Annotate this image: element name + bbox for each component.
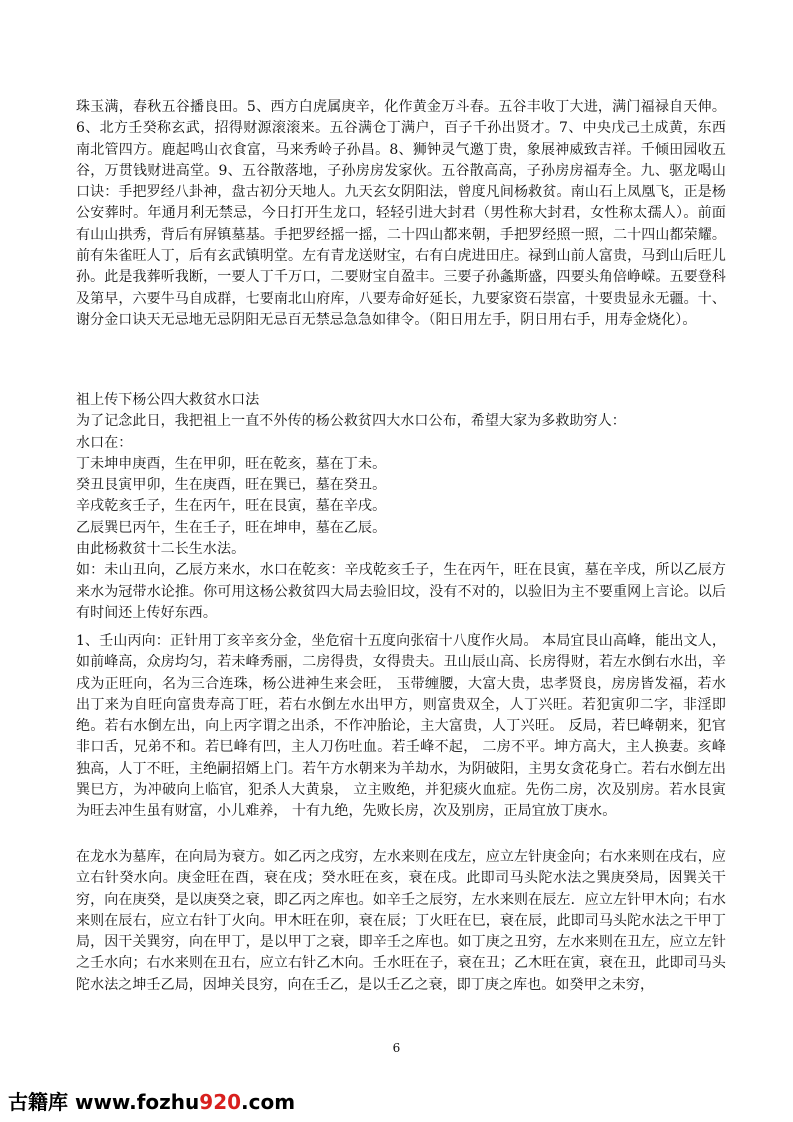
section-intro: 为了记念此日，我把祖上一直不外传的杨公救贫四大水口公布，希望大家为多救助穷人： [76,413,626,430]
water-label: 水口在： [76,434,133,451]
watermark-url-suffix: .com [241,1090,296,1114]
water-rule: 癸丑艮寅甲卯，生在庚酉，旺在巽已，墓在癸丑。 [76,477,387,494]
water-rule: 丁未坤申庚酉，生在甲卯，旺在乾亥，墓在丁未。 [76,455,387,472]
water-example: 如：未山丑向，乙辰方来水，水口在乾亥：辛戌乾亥壬子，生在丙午，旺在艮寅，墓在辛戌，所以乙辰方来水为冠带水论推。你可用这杨公救贫四大局去验旧坟，没有不对的，以验旧为主不要重网上言论。以后有时间还上传好东西。 [76,562,726,621]
watermark-brand: 古籍库 [8,1090,68,1114]
watermark-url-prefix: www.fozhu [74,1090,200,1114]
case-section-1 [76,631,726,823]
intro-section [76,97,726,331]
water-summary: 由此杨救贫十二长生水法。 [76,541,246,558]
page-number: 6 [392,1041,401,1055]
water-method-section [76,390,726,624]
site-watermark [8,1086,295,1115]
water-rule: 乙辰巽巳丙午，生在壬子，旺在坤申，墓在乙辰。 [76,519,387,536]
intro-paragraph: 珠玉满，春秋五谷播良田。5、西方白虎属庚辛，化作黄金万斗春。五谷丰收丁大进，满门福禄自天伸。6、北方壬癸称玄武，招得财源滚滚来。五谷满仓丁满户，百子千孙出贤才。7、中央戊己土成黄，东西南北管四方。鹿起鸣山衣食富，马来秀岭子孙昌。8、狮钟灵气邀丁贵，象展神威致吉祥。千倾田园收五谷，万贯钱财进高堂。9、五谷散落地，子孙房房发家伙。五谷散高高，子孙房房福寿全。九、驱龙喝山口诀：手把罗经八卦神，盘古初分天地人。九天玄女阴阳法，曾度凡间杨救贫。南山石上凤凰飞，正是杨公安葬时。年通月利无禁忌，今日打开生龙口，轻轻引进大封君（男性称大封君，女性称太孺人）。前面有山山拱秀，背后有屏镇墓基。手把罗经摇一摇，二十四山都来朝，手把罗经照一照，二十四山都荣耀。前有朱雀旺人丁，后有玄武镇明堂。左有青龙送财宝，右有白虎进田庄。禄到山前人富贵，马到山后旺儿孙。此是我葬听我断，一要人丁千万口，二要财宝自盈丰。三要子孙螽斯盛，四要头角倍峥嵘。五要登科及第早，六要牛马自成群，七要南北山府库，八要寿命好延长，九要家资石崇富，十要贵显永无疆。十、谢分金口诀天无忌地无忌阴阳无忌百无禁忌急急如律令。（阳日用左手，阴日用右手，用寿金烧化）。 [76,99,726,328]
watermark-url-digits: 920 [199,1090,242,1114]
water-rule: 辛戌乾亥壬子，生在丙午，旺在艮寅，墓在辛戌。 [76,498,387,515]
case-paragraph: 1、壬山丙向：正针用丁亥辛亥分金，坐危宿十五度向张宿十八度作火局。 本局宜艮山高峰，能出文人，如前峰高，众房均匀，若未峰秀丽，二房得贵，女得贵夫。丑山辰山高、长房得财，若左水倒右水出，辛戌为正旺向，名为三合连珠，杨公进神生来会旺， 玉带缠腰，大富大贵，忠孝贤良，房房皆发福，若水出丁来为自旺向富贵寿高丁旺，若右水倒左水出甲方，则富贵双全，人丁兴旺。若犯寅卯二字，非淫即绝。若右水倒左出，向上丙字谓之出杀，不作冲胎论，主大富贵，人丁兴旺。 反局，若巳峰朝来，犯官非口舌，兄弟不和。若巳峰有凹，主人刀伤吐血。若壬峰不起， 二房不平。坤方高大，主人换妻。亥峰独高，人丁不旺，主绝嗣招婿上门。若午方水朝来为羊劫水，为阴破阳，主男女贪花身亡。若右水倒左出巽巳方，为冲破向上临官，犯杀人大黄泉， 立主败绝，并犯痰火血症。先伤二房，次及别房。若水艮寅为旺去冲生虽有财富，小儿难养， 十有九绝，先败长房，次及别房，正局宜放丁庚水。 [76,633,726,820]
case-section-2 [76,847,726,996]
section-title: 祖上传下杨公四大救贫水口法 [76,392,260,408]
case-paragraph: 在龙水为墓库，在向局为衰方。如乙丙之戌穷，左水来则在戌左，应立左针庚金向；右水来则在戌右，应立右针癸水向。庚金旺在酉，衰在戌；癸水旺在亥，衰在戌。此即司马头陀水法之巽庚癸局，因巽关干穷，向在庚癸，是以庚癸之衰，即乙丙之库也。如辛壬之辰穷，左水来则在辰左．应立左针甲木向；右水来则在辰右，应立右针丁火向。甲木旺在卯，衰在辰；丁火旺在巳，衰在辰，此即司马头陀水法之干甲丁局，因干关巽穷，向在甲丁，是以甲丁之衰，即辛壬之库也。如丁庚之丑穷，左水来则在丑左，应立左针之壬水向；右水来则在丑右，应立右针乙木向。壬水旺在子，衰在丑；乙木旺在寅，衰在丑，此即司马头陀水法之坤壬乙局，因坤关艮穷，向在壬乙，是以壬乙之衰，即丁庚之库也。如癸甲之未穷， [76,849,726,993]
